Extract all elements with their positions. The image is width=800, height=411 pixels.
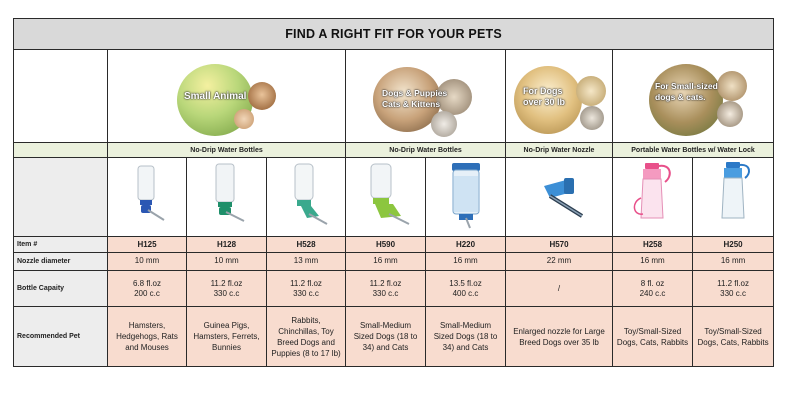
dog-photo-small-2 [580,106,604,130]
nozzle-h258: 16 mm [613,252,693,270]
category-blank-cell [14,143,108,157]
product-image-h570 [506,157,613,237]
cat-photo [431,111,457,137]
pet-h258: Toy/Small-Sized Dogs, Cats, Rabbits [613,307,693,367]
capacity-h528: 11.2 fl.oz 330 c.c [267,270,346,306]
small-cat-photo-1 [717,71,747,101]
item-label: Item # [14,237,108,252]
item-h258: H258 [613,237,693,252]
product-image-h125 [108,157,187,237]
recommended-label: Recommended Pet [14,307,108,367]
banner-dogs-cats-text: Dogs & Puppies Cats & Kittens [382,87,448,109]
item-h220: H220 [426,237,506,252]
item-h570: H570 [506,237,613,252]
item-h125: H125 [108,237,187,252]
pet-product-comparison-table [13,18,774,367]
bottle-h590-icon [347,158,425,231]
nozzle-h590: 16 mm [346,252,426,270]
capacity-h590: 11.2 fl.oz 330 c.c [346,270,426,306]
bottle-h125-icon [108,158,186,231]
capacity-h220: 13.5 fl.oz 400 c.c [426,270,506,306]
dog-photo-small-1 [576,76,606,106]
product-image-row [14,157,774,237]
pet-h250: Toy/Small-Sized Dogs, Cats, Rabbits [693,307,774,367]
product-image-h528 [267,157,346,237]
hamster-photo [234,109,254,129]
item-h528: H528 [267,237,346,252]
bottle-h258-icon [613,158,692,231]
table-title: FIND A RIGHT FIT FOR YOUR PETS [14,19,774,50]
bottle-h250-icon [693,158,773,231]
small-cat-photo-2 [717,101,743,127]
banner-dogs-cats [346,50,506,143]
bottle-h128-icon [188,158,266,231]
capacity-label: Bottle Capaity [14,270,108,306]
nozzle-label: Nozzle diameter [14,252,108,270]
nozzle-row [14,252,774,270]
nozzle-h125: 10 mm [108,252,187,270]
item-h128: H128 [187,237,267,252]
capacity-h570: / [506,270,613,306]
pet-h590: Small-Medium Sized Dogs (18 to 34) and Cats [346,307,426,367]
recommended-pet-row [14,307,774,367]
item-number-row [14,237,774,252]
nozzle-h570: 22 mm [506,252,613,270]
nozzle-h128: 10 mm [187,252,267,270]
bottle-h220-icon [426,158,505,231]
product-image-h220 [426,157,506,237]
category-row [14,143,774,157]
banner-large-dogs-text: For Dogs over 30 lb [523,85,566,107]
nozzle-h570-icon [506,158,612,231]
category-3: No-Drip Water Nozzle [506,143,613,157]
capacity-h258: 8 fl. oz 240 c.c [613,270,693,306]
nozzle-h528: 13 mm [267,252,346,270]
pet-h128: Guinea Pigs, Hamsters, Ferrets, Bunnies [187,307,267,367]
product-image-h250 [693,157,774,237]
capacity-h128: 11.2 fl.oz 330 c.c [187,270,267,306]
banner-small-animal [108,50,346,143]
product-image-h258 [613,157,693,237]
capacity-h250: 11.2 fl.oz 330 c.c [693,270,774,306]
banner-small-animal-text: Small Animal [184,90,247,102]
category-2: No-Drip Water Bottles [346,143,506,157]
product-image-h128 [187,157,267,237]
item-h250: H250 [693,237,774,252]
capacity-h125: 6.8 fl.oz 200 c.c [108,270,187,306]
banner-blank-cell [14,50,108,143]
banner-row [14,50,774,143]
banner-small-sized-text: For Small-sized dogs & cats. [655,80,718,102]
pet-h528: Rabbits, Chinchillas, Toy Breed Dogs and Puppies (8 to 17 lb) [267,307,346,367]
banner-small-sized [613,50,774,143]
nozzle-h250: 16 mm [693,252,774,270]
guinea-pig-photo [248,82,276,110]
pet-h125: Hamsters, Hedgehogs, Rats and Mouses [108,307,187,367]
pet-h570: Enlarged nozzle for Large Breed Dogs over 35 lb [506,307,613,367]
nozzle-h220: 16 mm [426,252,506,270]
product-image-h590 [346,157,426,237]
item-h590: H590 [346,237,426,252]
category-1: No-Drip Water Bottles [108,143,346,157]
capacity-row [14,270,774,306]
category-4: Portable Water Bottles w/ Water Lock [613,143,774,157]
pet-h220: Small-Medium Sized Dogs (18 to 34) and Cats [426,307,506,367]
bottle-h528-icon [267,158,345,231]
product-image-blank-cell [14,157,108,237]
banner-large-dogs [506,50,613,143]
